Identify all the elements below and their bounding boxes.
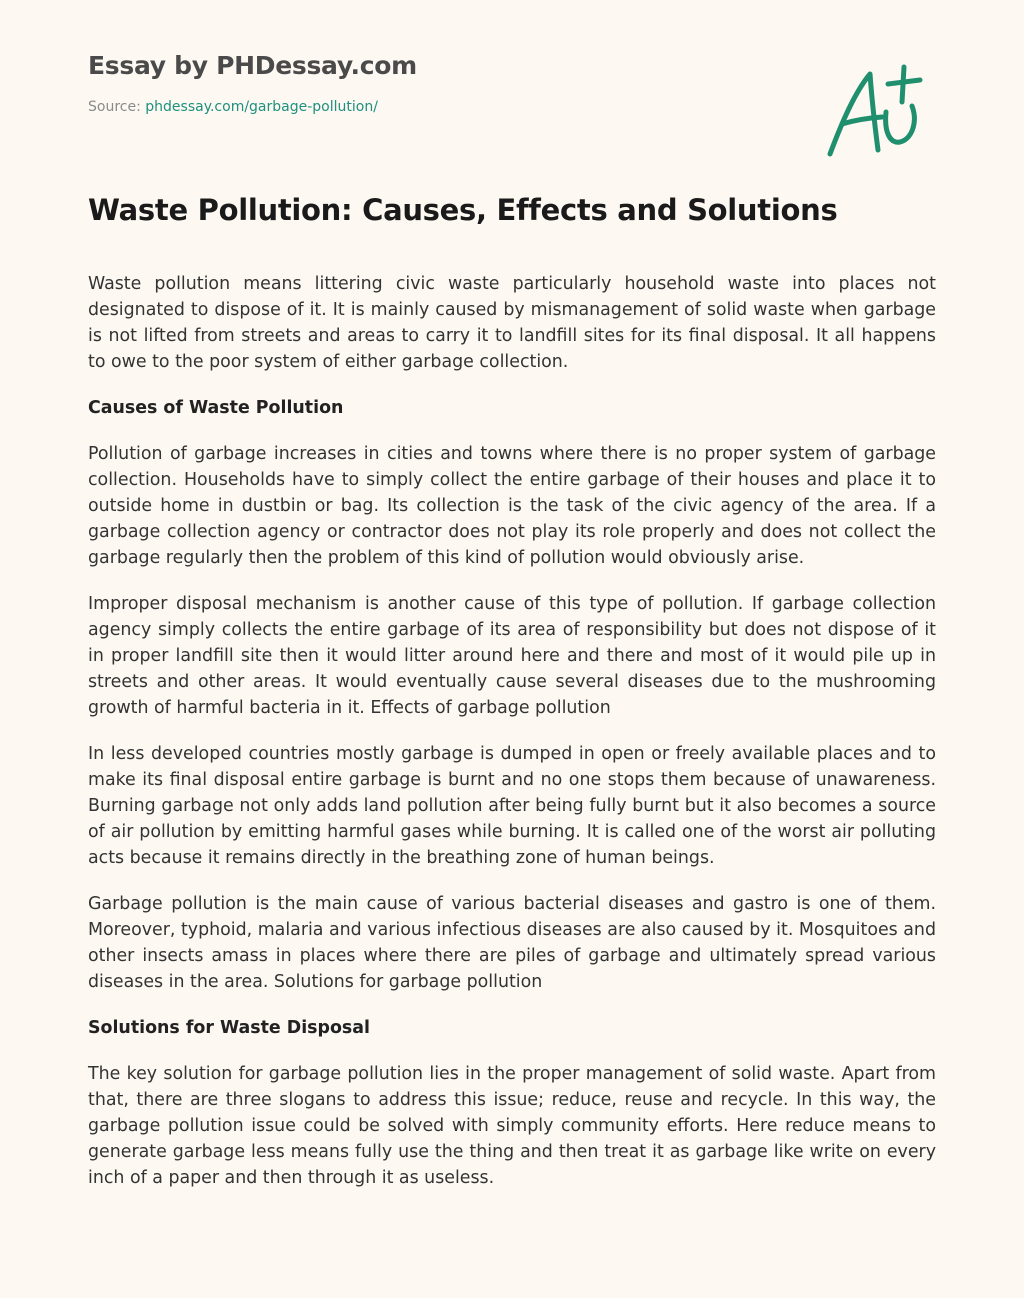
effects-paragraph-2: Garbage pollution is the main cause of various bacterial diseases and gastro is one of them. Moreover, typhoid, malaria and various infectious diseases are also caused by it. Mosquitoes and other insects amass in places where there are piles of garbage and ultimately spread various diseases in the area. Solutions for garbage pollution bbox=[88, 894, 936, 992]
solutions-heading: Solutions for Waste Disposal bbox=[88, 1018, 370, 1038]
causes-paragraph-2: Improper disposal mechanism is another cause of this type of pollution. If garbage collection agency simply collects the entire garbage of its area of responsibility but does not dispose of it in proper landfill site then it would litter around here and there and most of it would pile up in streets and other areas. It would eventually cause several diseases due to the mushrooming growth of harmful bacteria in it. Effects of garbage pollution bbox=[88, 594, 936, 718]
source-link[interactable]: phdessay.com/garbage-pollution/ bbox=[145, 99, 378, 115]
a-plus-logo-icon bbox=[820, 62, 930, 162]
source-line bbox=[88, 98, 417, 116]
causes-heading: Causes of Waste Pollution bbox=[88, 398, 344, 418]
header bbox=[88, 48, 417, 116]
source-label: Source: bbox=[88, 99, 146, 115]
essay-body bbox=[88, 271, 936, 1211]
solutions-paragraph-1: The key solution for garbage pollution lies in the proper management of solid waste. Apart from that, there are three slogans to address this issue; reduce, reuse and recycle. In this way, the garbage pollution issue could be solved with simply community efforts. Here reduce means to generate garbage less means fully use the thing and then treat it as garbage like write on every inch of a paper and then through it as useless. bbox=[88, 1064, 936, 1188]
brand-name: Essay by PHDessay.com bbox=[88, 51, 417, 80]
page-title: Waste Pollution: Causes, Effects and Solutions bbox=[88, 193, 838, 227]
intro-paragraph: Waste pollution means littering civic waste particularly household waste into places not designated to dispose of it. It is mainly caused by mismanagement of solid waste when garbage is not lifted from streets and areas to carry it to landfill sites for its final disposal. It all happens to owe to the poor system of either garbage collection. bbox=[88, 274, 936, 372]
effects-paragraph-1: In less developed countries mostly garbage is dumped in open or freely available places and to make its final disposal entire garbage is burnt and no one stops them because of unawareness. Burning garbage not only adds land pollution after being fully burnt but it also becomes a source of air pollution by emitting harmful gases while burning. It is called one of the worst air polluting acts because it remains directly in the breathing zone of human beings. bbox=[88, 744, 936, 868]
causes-paragraph-1: Pollution of garbage increases in cities and towns where there is no proper system of garbage collection. Households have to simply collect the entire garbage of their houses and place it to outside home in dustbin or bag. Its collection is the task of the civic agency of the area. If a garbage collection agency or contractor does not play its role properly and does not collect the garbage regularly then the problem of this kind of pollution would obviously arise. bbox=[88, 444, 936, 568]
